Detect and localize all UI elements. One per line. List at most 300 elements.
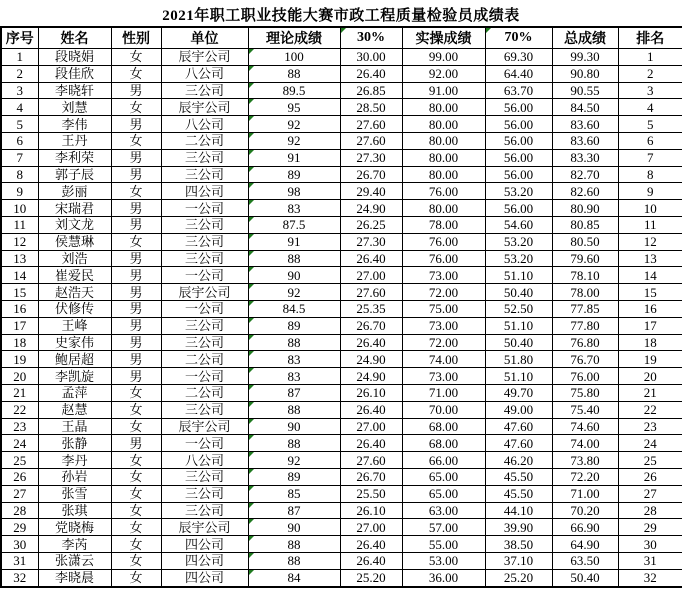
cell-pct30[interactable]: 26.40 bbox=[340, 401, 402, 418]
cell-theory[interactable]: 88 bbox=[248, 552, 340, 569]
cell-practical[interactable]: 80.00 bbox=[402, 200, 485, 217]
cell-total[interactable]: 83.60 bbox=[552, 132, 618, 149]
cell-gender[interactable]: 女 bbox=[111, 468, 161, 485]
cell-practical[interactable]: 74.00 bbox=[402, 351, 485, 368]
cell-no[interactable]: 17 bbox=[1, 317, 38, 334]
cell-name[interactable]: 宋瑞君 bbox=[38, 200, 111, 217]
cell-rank[interactable]: 11 bbox=[618, 216, 682, 233]
cell-gender[interactable]: 男 bbox=[111, 267, 161, 284]
cell-practical[interactable]: 72.00 bbox=[402, 334, 485, 351]
cell-unit[interactable]: 一公司 bbox=[161, 435, 248, 452]
cell-total[interactable]: 77.85 bbox=[552, 300, 618, 317]
cell-no[interactable]: 18 bbox=[1, 334, 38, 351]
cell-gender[interactable]: 男 bbox=[111, 435, 161, 452]
cell-pct70[interactable]: 51.10 bbox=[485, 368, 552, 385]
cell-pct30[interactable]: 27.00 bbox=[340, 418, 402, 435]
cell-pct30[interactable]: 26.70 bbox=[340, 468, 402, 485]
cell-theory[interactable]: 87.5 bbox=[248, 216, 340, 233]
cell-practical[interactable]: 99.00 bbox=[402, 49, 485, 66]
cell-pct30[interactable]: 27.00 bbox=[340, 267, 402, 284]
cell-gender[interactable]: 女 bbox=[111, 49, 161, 66]
cell-gender[interactable]: 女 bbox=[111, 502, 161, 519]
cell-name[interactable]: 李伟 bbox=[38, 116, 111, 133]
cell-gender[interactable]: 女 bbox=[111, 132, 161, 149]
cell-pct70[interactable]: 50.40 bbox=[485, 334, 552, 351]
cell-practical[interactable]: 72.00 bbox=[402, 284, 485, 301]
cell-pct70[interactable]: 50.40 bbox=[485, 284, 552, 301]
cell-rank[interactable]: 20 bbox=[618, 368, 682, 385]
cell-no[interactable]: 10 bbox=[1, 200, 38, 217]
cell-pct70[interactable]: 69.30 bbox=[485, 49, 552, 66]
cell-no[interactable]: 31 bbox=[1, 552, 38, 569]
cell-theory[interactable]: 83 bbox=[248, 200, 340, 217]
cell-pct70[interactable]: 47.60 bbox=[485, 418, 552, 435]
cell-total[interactable]: 78.00 bbox=[552, 284, 618, 301]
cell-theory[interactable]: 88 bbox=[248, 401, 340, 418]
cell-rank[interactable]: 1 bbox=[618, 49, 682, 66]
cell-name[interactable]: 刘慧 bbox=[38, 99, 111, 116]
cell-unit[interactable]: 三公司 bbox=[161, 250, 248, 267]
cell-name[interactable]: 赵浩天 bbox=[38, 284, 111, 301]
cell-total[interactable]: 64.90 bbox=[552, 536, 618, 553]
column-header-practical[interactable]: 实操成绩 bbox=[402, 27, 485, 49]
cell-theory[interactable]: 91 bbox=[248, 233, 340, 250]
cell-name[interactable]: 彭丽 bbox=[38, 183, 111, 200]
cell-practical[interactable]: 36.00 bbox=[402, 569, 485, 586]
cell-theory[interactable]: 95 bbox=[248, 99, 340, 116]
cell-pct30[interactable]: 27.60 bbox=[340, 284, 402, 301]
cell-rank[interactable]: 31 bbox=[618, 552, 682, 569]
cell-rank[interactable]: 6 bbox=[618, 132, 682, 149]
cell-theory[interactable]: 89 bbox=[248, 468, 340, 485]
cell-practical[interactable]: 92.00 bbox=[402, 65, 485, 82]
cell-rank[interactable]: 19 bbox=[618, 351, 682, 368]
cell-theory[interactable]: 92 bbox=[248, 116, 340, 133]
cell-pct30[interactable]: 27.30 bbox=[340, 233, 402, 250]
cell-pct70[interactable]: 44.10 bbox=[485, 502, 552, 519]
cell-name[interactable]: 党晓梅 bbox=[38, 519, 111, 536]
cell-unit[interactable]: 一公司 bbox=[161, 300, 248, 317]
cell-no[interactable]: 9 bbox=[1, 183, 38, 200]
cell-pct70[interactable]: 52.50 bbox=[485, 300, 552, 317]
cell-no[interactable]: 19 bbox=[1, 351, 38, 368]
cell-name[interactable]: 段佳欣 bbox=[38, 65, 111, 82]
cell-unit[interactable]: 二公司 bbox=[161, 351, 248, 368]
cell-theory[interactable]: 92 bbox=[248, 132, 340, 149]
cell-pct30[interactable]: 27.30 bbox=[340, 149, 402, 166]
column-header-no[interactable]: 序号 bbox=[1, 27, 38, 49]
cell-practical[interactable]: 76.00 bbox=[402, 233, 485, 250]
cell-pct70[interactable]: 53.20 bbox=[485, 183, 552, 200]
cell-pct70[interactable]: 54.60 bbox=[485, 216, 552, 233]
cell-pct70[interactable]: 49.70 bbox=[485, 384, 552, 401]
cell-rank[interactable]: 25 bbox=[618, 452, 682, 469]
cell-pct30[interactable]: 25.50 bbox=[340, 485, 402, 502]
cell-rank[interactable]: 8 bbox=[618, 166, 682, 183]
cell-practical[interactable]: 65.00 bbox=[402, 485, 485, 502]
cell-pct70[interactable]: 56.00 bbox=[485, 132, 552, 149]
cell-practical[interactable]: 80.00 bbox=[402, 99, 485, 116]
cell-practical[interactable]: 68.00 bbox=[402, 418, 485, 435]
cell-total[interactable]: 80.90 bbox=[552, 200, 618, 217]
cell-practical[interactable]: 68.00 bbox=[402, 435, 485, 452]
cell-name[interactable]: 崔爱民 bbox=[38, 267, 111, 284]
cell-no[interactable]: 27 bbox=[1, 485, 38, 502]
cell-pct30[interactable]: 24.90 bbox=[340, 200, 402, 217]
cell-pct30[interactable]: 24.90 bbox=[340, 351, 402, 368]
cell-practical[interactable]: 65.00 bbox=[402, 468, 485, 485]
cell-pct30[interactable]: 28.50 bbox=[340, 99, 402, 116]
cell-gender[interactable]: 男 bbox=[111, 149, 161, 166]
cell-no[interactable]: 2 bbox=[1, 65, 38, 82]
cell-pct30[interactable]: 27.60 bbox=[340, 452, 402, 469]
cell-pct70[interactable]: 51.10 bbox=[485, 267, 552, 284]
cell-practical[interactable]: 76.00 bbox=[402, 250, 485, 267]
cell-pct30[interactable]: 26.40 bbox=[340, 536, 402, 553]
cell-pct70[interactable]: 63.70 bbox=[485, 82, 552, 99]
cell-theory[interactable]: 91 bbox=[248, 149, 340, 166]
cell-total[interactable]: 66.90 bbox=[552, 519, 618, 536]
column-header-rank[interactable]: 排名 bbox=[618, 27, 682, 49]
cell-pct30[interactable]: 24.90 bbox=[340, 368, 402, 385]
cell-gender[interactable]: 男 bbox=[111, 200, 161, 217]
cell-practical[interactable]: 73.00 bbox=[402, 317, 485, 334]
cell-pct70[interactable]: 56.00 bbox=[485, 116, 552, 133]
cell-unit[interactable]: 三公司 bbox=[161, 468, 248, 485]
cell-unit[interactable]: 辰宇公司 bbox=[161, 519, 248, 536]
cell-pct70[interactable]: 45.50 bbox=[485, 485, 552, 502]
cell-theory[interactable]: 83 bbox=[248, 368, 340, 385]
cell-name[interactable]: 侯慧琳 bbox=[38, 233, 111, 250]
cell-theory[interactable]: 90 bbox=[248, 267, 340, 284]
cell-practical[interactable]: 80.00 bbox=[402, 166, 485, 183]
cell-pct30[interactable]: 27.00 bbox=[340, 519, 402, 536]
cell-rank[interactable]: 2 bbox=[618, 65, 682, 82]
cell-name[interactable]: 李芮 bbox=[38, 536, 111, 553]
cell-name[interactable]: 李凯旋 bbox=[38, 368, 111, 385]
cell-no[interactable]: 13 bbox=[1, 250, 38, 267]
cell-pct30[interactable]: 26.40 bbox=[340, 552, 402, 569]
cell-unit[interactable]: 八公司 bbox=[161, 65, 248, 82]
cell-rank[interactable]: 13 bbox=[618, 250, 682, 267]
cell-total[interactable]: 76.00 bbox=[552, 368, 618, 385]
cell-no[interactable]: 1 bbox=[1, 49, 38, 66]
cell-gender[interactable]: 男 bbox=[111, 116, 161, 133]
cell-theory[interactable]: 92 bbox=[248, 452, 340, 469]
cell-total[interactable]: 90.55 bbox=[552, 82, 618, 99]
cell-no[interactable]: 24 bbox=[1, 435, 38, 452]
cell-gender[interactable]: 女 bbox=[111, 536, 161, 553]
cell-rank[interactable]: 29 bbox=[618, 519, 682, 536]
cell-gender[interactable]: 男 bbox=[111, 317, 161, 334]
cell-gender[interactable]: 女 bbox=[111, 183, 161, 200]
cell-pct70[interactable]: 38.50 bbox=[485, 536, 552, 553]
cell-no[interactable]: 29 bbox=[1, 519, 38, 536]
cell-theory[interactable]: 88 bbox=[248, 334, 340, 351]
cell-no[interactable]: 14 bbox=[1, 267, 38, 284]
cell-pct70[interactable]: 47.60 bbox=[485, 435, 552, 452]
cell-unit[interactable]: 二公司 bbox=[161, 132, 248, 149]
cell-total[interactable]: 83.30 bbox=[552, 149, 618, 166]
cell-theory[interactable]: 92 bbox=[248, 284, 340, 301]
cell-name[interactable]: 史家伟 bbox=[38, 334, 111, 351]
cell-no[interactable]: 20 bbox=[1, 368, 38, 385]
cell-unit[interactable]: 一公司 bbox=[161, 368, 248, 385]
cell-gender[interactable]: 男 bbox=[111, 351, 161, 368]
cell-rank[interactable]: 12 bbox=[618, 233, 682, 250]
cell-no[interactable]: 21 bbox=[1, 384, 38, 401]
cell-total[interactable]: 74.60 bbox=[552, 418, 618, 435]
cell-theory[interactable]: 83 bbox=[248, 351, 340, 368]
cell-rank[interactable]: 15 bbox=[618, 284, 682, 301]
cell-rank[interactable]: 4 bbox=[618, 99, 682, 116]
cell-unit[interactable]: 四公司 bbox=[161, 552, 248, 569]
cell-rank[interactable]: 10 bbox=[618, 200, 682, 217]
cell-total[interactable]: 83.60 bbox=[552, 116, 618, 133]
cell-total[interactable]: 80.85 bbox=[552, 216, 618, 233]
cell-rank[interactable]: 30 bbox=[618, 536, 682, 553]
cell-no[interactable]: 4 bbox=[1, 99, 38, 116]
cell-total[interactable]: 50.40 bbox=[552, 569, 618, 586]
cell-name[interactable]: 刘浩 bbox=[38, 250, 111, 267]
cell-name[interactable]: 段晓娟 bbox=[38, 49, 111, 66]
cell-no[interactable]: 22 bbox=[1, 401, 38, 418]
cell-total[interactable]: 82.70 bbox=[552, 166, 618, 183]
cell-theory[interactable]: 84.5 bbox=[248, 300, 340, 317]
cell-pct70[interactable]: 46.20 bbox=[485, 452, 552, 469]
cell-pct30[interactable]: 27.60 bbox=[340, 132, 402, 149]
cell-pct70[interactable]: 56.00 bbox=[485, 99, 552, 116]
cell-rank[interactable]: 14 bbox=[618, 267, 682, 284]
cell-no[interactable]: 23 bbox=[1, 418, 38, 435]
cell-rank[interactable]: 18 bbox=[618, 334, 682, 351]
cell-pct30[interactable]: 27.60 bbox=[340, 116, 402, 133]
cell-rank[interactable]: 23 bbox=[618, 418, 682, 435]
cell-theory[interactable]: 87 bbox=[248, 384, 340, 401]
cell-unit[interactable]: 辰宇公司 bbox=[161, 99, 248, 116]
cell-theory[interactable]: 100 bbox=[248, 49, 340, 66]
cell-gender[interactable]: 女 bbox=[111, 569, 161, 586]
cell-practical[interactable]: 75.00 bbox=[402, 300, 485, 317]
cell-total[interactable]: 63.50 bbox=[552, 552, 618, 569]
cell-theory[interactable]: 84 bbox=[248, 569, 340, 586]
column-header-pct30[interactable]: 30% bbox=[340, 27, 402, 49]
cell-total[interactable]: 70.20 bbox=[552, 502, 618, 519]
cell-gender[interactable]: 女 bbox=[111, 99, 161, 116]
cell-practical[interactable]: 78.00 bbox=[402, 216, 485, 233]
cell-gender[interactable]: 男 bbox=[111, 368, 161, 385]
cell-practical[interactable]: 55.00 bbox=[402, 536, 485, 553]
cell-no[interactable]: 5 bbox=[1, 116, 38, 133]
cell-total[interactable]: 71.00 bbox=[552, 485, 618, 502]
cell-rank[interactable]: 26 bbox=[618, 468, 682, 485]
cell-unit[interactable]: 三公司 bbox=[161, 502, 248, 519]
cell-pct30[interactable]: 26.70 bbox=[340, 317, 402, 334]
cell-name[interactable]: 王晶 bbox=[38, 418, 111, 435]
cell-rank[interactable]: 21 bbox=[618, 384, 682, 401]
cell-pct70[interactable]: 56.00 bbox=[485, 200, 552, 217]
cell-gender[interactable]: 男 bbox=[111, 250, 161, 267]
column-header-pct70[interactable]: 70% bbox=[485, 27, 552, 49]
cell-theory[interactable]: 89.5 bbox=[248, 82, 340, 99]
cell-pct70[interactable]: 53.20 bbox=[485, 250, 552, 267]
cell-unit[interactable]: 一公司 bbox=[161, 200, 248, 217]
cell-name[interactable]: 赵慧 bbox=[38, 401, 111, 418]
cell-gender[interactable]: 男 bbox=[111, 166, 161, 183]
cell-unit[interactable]: 四公司 bbox=[161, 569, 248, 586]
cell-no[interactable]: 6 bbox=[1, 132, 38, 149]
cell-no[interactable]: 15 bbox=[1, 284, 38, 301]
cell-theory[interactable]: 98 bbox=[248, 183, 340, 200]
cell-unit[interactable]: 三公司 bbox=[161, 216, 248, 233]
cell-name[interactable]: 李晓轩 bbox=[38, 82, 111, 99]
cell-name[interactable]: 王峰 bbox=[38, 317, 111, 334]
cell-rank[interactable]: 22 bbox=[618, 401, 682, 418]
cell-gender[interactable]: 女 bbox=[111, 485, 161, 502]
cell-practical[interactable]: 76.00 bbox=[402, 183, 485, 200]
cell-rank[interactable]: 5 bbox=[618, 116, 682, 133]
cell-no[interactable]: 16 bbox=[1, 300, 38, 317]
cell-theory[interactable]: 88 bbox=[248, 435, 340, 452]
cell-pct70[interactable]: 51.10 bbox=[485, 317, 552, 334]
cell-theory[interactable]: 89 bbox=[248, 317, 340, 334]
cell-practical[interactable]: 71.00 bbox=[402, 384, 485, 401]
cell-name[interactable]: 李晓晨 bbox=[38, 569, 111, 586]
cell-total[interactable]: 73.80 bbox=[552, 452, 618, 469]
cell-pct30[interactable]: 26.40 bbox=[340, 65, 402, 82]
column-header-total[interactable]: 总成绩 bbox=[552, 27, 618, 49]
cell-practical[interactable]: 91.00 bbox=[402, 82, 485, 99]
cell-name[interactable]: 李利荣 bbox=[38, 149, 111, 166]
cell-pct30[interactable]: 26.40 bbox=[340, 435, 402, 452]
cell-name[interactable]: 孟萍 bbox=[38, 384, 111, 401]
cell-practical[interactable]: 53.00 bbox=[402, 552, 485, 569]
cell-total[interactable]: 76.70 bbox=[552, 351, 618, 368]
cell-total[interactable]: 84.50 bbox=[552, 99, 618, 116]
cell-name[interactable]: 张潇云 bbox=[38, 552, 111, 569]
cell-no[interactable]: 32 bbox=[1, 569, 38, 586]
cell-total[interactable]: 77.80 bbox=[552, 317, 618, 334]
cell-no[interactable]: 26 bbox=[1, 468, 38, 485]
cell-unit[interactable]: 三公司 bbox=[161, 317, 248, 334]
cell-name[interactable]: 王丹 bbox=[38, 132, 111, 149]
cell-total[interactable]: 74.00 bbox=[552, 435, 618, 452]
cell-total[interactable]: 90.80 bbox=[552, 65, 618, 82]
cell-no[interactable]: 25 bbox=[1, 452, 38, 469]
cell-total[interactable]: 75.40 bbox=[552, 401, 618, 418]
cell-practical[interactable]: 63.00 bbox=[402, 502, 485, 519]
cell-pct30[interactable]: 29.40 bbox=[340, 183, 402, 200]
cell-pct70[interactable]: 53.20 bbox=[485, 233, 552, 250]
cell-pct70[interactable]: 39.90 bbox=[485, 519, 552, 536]
cell-theory[interactable]: 89 bbox=[248, 166, 340, 183]
cell-gender[interactable]: 女 bbox=[111, 401, 161, 418]
cell-rank[interactable]: 9 bbox=[618, 183, 682, 200]
cell-pct70[interactable]: 56.00 bbox=[485, 149, 552, 166]
cell-no[interactable]: 12 bbox=[1, 233, 38, 250]
cell-pct70[interactable]: 56.00 bbox=[485, 166, 552, 183]
cell-total[interactable]: 79.60 bbox=[552, 250, 618, 267]
cell-name[interactable]: 张琪 bbox=[38, 502, 111, 519]
cell-pct30[interactable]: 26.70 bbox=[340, 166, 402, 183]
cell-practical[interactable]: 70.00 bbox=[402, 401, 485, 418]
cell-no[interactable]: 11 bbox=[1, 216, 38, 233]
cell-pct70[interactable]: 25.20 bbox=[485, 569, 552, 586]
cell-unit[interactable]: 三公司 bbox=[161, 334, 248, 351]
cell-no[interactable]: 3 bbox=[1, 82, 38, 99]
cell-name[interactable]: 伏修传 bbox=[38, 300, 111, 317]
cell-gender[interactable]: 女 bbox=[111, 552, 161, 569]
cell-gender[interactable]: 男 bbox=[111, 82, 161, 99]
cell-no[interactable]: 8 bbox=[1, 166, 38, 183]
cell-gender[interactable]: 男 bbox=[111, 334, 161, 351]
cell-rank[interactable]: 17 bbox=[618, 317, 682, 334]
cell-pct70[interactable]: 45.50 bbox=[485, 468, 552, 485]
cell-rank[interactable]: 24 bbox=[618, 435, 682, 452]
cell-theory[interactable]: 88 bbox=[248, 65, 340, 82]
cell-rank[interactable]: 27 bbox=[618, 485, 682, 502]
cell-unit[interactable]: 三公司 bbox=[161, 401, 248, 418]
cell-total[interactable]: 75.80 bbox=[552, 384, 618, 401]
cell-unit[interactable]: 八公司 bbox=[161, 116, 248, 133]
cell-theory[interactable]: 88 bbox=[248, 536, 340, 553]
cell-pct30[interactable]: 26.85 bbox=[340, 82, 402, 99]
cell-gender[interactable]: 男 bbox=[111, 284, 161, 301]
cell-unit[interactable]: 三公司 bbox=[161, 485, 248, 502]
cell-gender[interactable]: 女 bbox=[111, 418, 161, 435]
cell-no[interactable]: 30 bbox=[1, 536, 38, 553]
cell-pct70[interactable]: 64.40 bbox=[485, 65, 552, 82]
cell-unit[interactable]: 三公司 bbox=[161, 233, 248, 250]
cell-name[interactable]: 郭子辰 bbox=[38, 166, 111, 183]
cell-practical[interactable]: 80.00 bbox=[402, 149, 485, 166]
cell-rank[interactable]: 7 bbox=[618, 149, 682, 166]
cell-total[interactable]: 80.50 bbox=[552, 233, 618, 250]
cell-theory[interactable]: 90 bbox=[248, 519, 340, 536]
cell-name[interactable]: 张静 bbox=[38, 435, 111, 452]
cell-name[interactable]: 刘文龙 bbox=[38, 216, 111, 233]
column-header-gender[interactable]: 性别 bbox=[111, 27, 161, 49]
cell-name[interactable]: 李丹 bbox=[38, 452, 111, 469]
cell-gender[interactable]: 男 bbox=[111, 216, 161, 233]
cell-gender[interactable]: 女 bbox=[111, 384, 161, 401]
cell-name[interactable]: 张雪 bbox=[38, 485, 111, 502]
cell-total[interactable]: 78.10 bbox=[552, 267, 618, 284]
cell-no[interactable]: 28 bbox=[1, 502, 38, 519]
cell-unit[interactable]: 四公司 bbox=[161, 183, 248, 200]
cell-unit[interactable]: 辰宇公司 bbox=[161, 418, 248, 435]
cell-gender[interactable]: 女 bbox=[111, 519, 161, 536]
cell-unit[interactable]: 八公司 bbox=[161, 452, 248, 469]
column-header-unit[interactable]: 单位 bbox=[161, 27, 248, 49]
column-header-name[interactable]: 姓名 bbox=[38, 27, 111, 49]
cell-practical[interactable]: 80.00 bbox=[402, 132, 485, 149]
cell-practical[interactable]: 57.00 bbox=[402, 519, 485, 536]
cell-total[interactable]: 76.80 bbox=[552, 334, 618, 351]
cell-pct70[interactable]: 51.80 bbox=[485, 351, 552, 368]
cell-unit[interactable]: 三公司 bbox=[161, 166, 248, 183]
cell-practical[interactable]: 73.00 bbox=[402, 267, 485, 284]
cell-rank[interactable]: 3 bbox=[618, 82, 682, 99]
cell-pct30[interactable]: 26.10 bbox=[340, 384, 402, 401]
cell-practical[interactable]: 66.00 bbox=[402, 452, 485, 469]
cell-unit[interactable]: 三公司 bbox=[161, 82, 248, 99]
cell-gender[interactable]: 女 bbox=[111, 233, 161, 250]
cell-pct30[interactable]: 25.35 bbox=[340, 300, 402, 317]
cell-pct30[interactable]: 26.40 bbox=[340, 334, 402, 351]
cell-pct30[interactable]: 26.25 bbox=[340, 216, 402, 233]
cell-rank[interactable]: 28 bbox=[618, 502, 682, 519]
